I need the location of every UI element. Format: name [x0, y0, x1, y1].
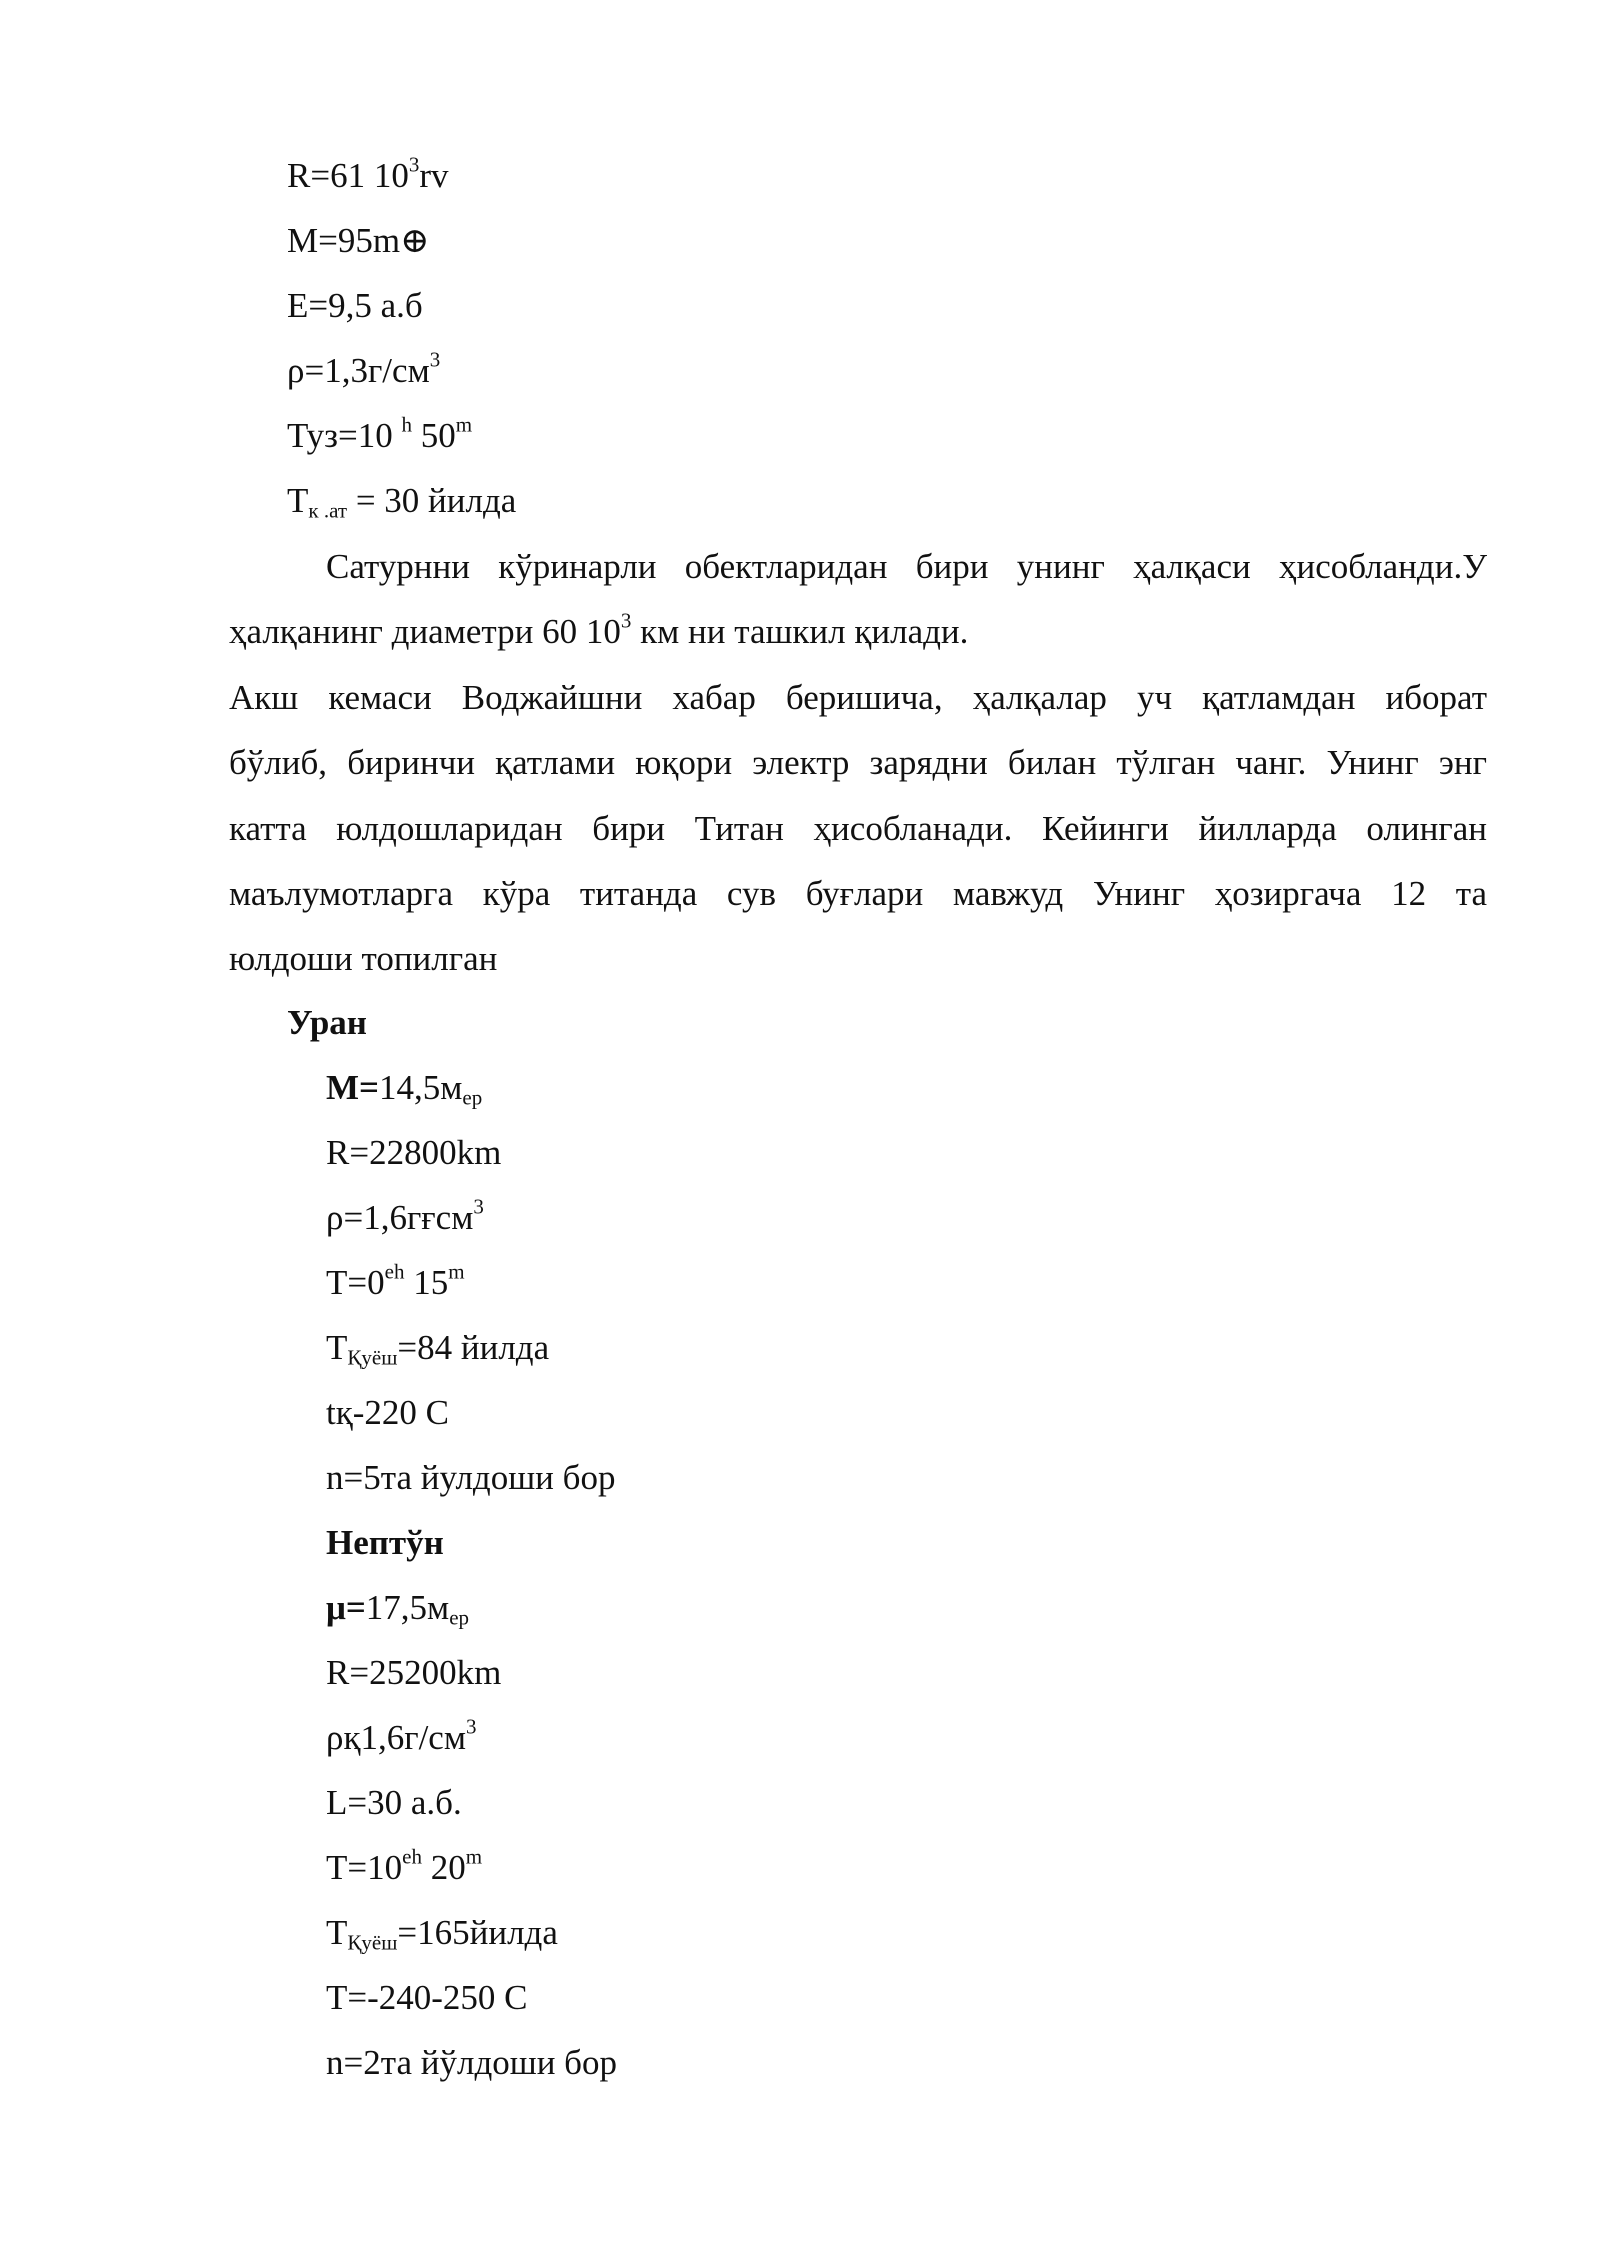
- neptune-orbit-base: T: [326, 1913, 348, 1952]
- saturn-radius-base: R=61 10: [287, 156, 409, 195]
- uranus-orbit-base: T: [326, 1328, 348, 1367]
- ring-diameter-unit: км ни ташкил қилади.: [631, 612, 969, 652]
- saturn-density-base: ρ=1,3г/см: [287, 351, 430, 390]
- saturn-day-base: Туз=10: [287, 416, 402, 455]
- uranus-density-exponent: 3: [473, 1194, 484, 1219]
- saturn-distance: E=9,5 а.б: [287, 286, 423, 325]
- saturn-day-minutes: 50: [411, 416, 456, 455]
- uranus-orbit-value: =84 йилда: [397, 1328, 550, 1367]
- paragraph-line: катта юлдошларидан бири Титан ҳисобланади. Кейинги йилларда олинган: [229, 808, 1487, 848]
- uranus-mass-subscript: ер: [462, 1085, 483, 1110]
- uranus-day-minutes-mark: m: [448, 1259, 465, 1284]
- neptune-mass-subscript: ер: [449, 1605, 470, 1630]
- paragraph-line: бўлиб, биринчи қатлами юқори электр зарядни билан тўлган чанг. Унинг энг: [229, 743, 1487, 783]
- neptune-moons: n=2та йўлдоши бор: [326, 2043, 617, 2082]
- uranus-radius: R=22800km: [326, 1133, 502, 1172]
- paragraph-line: маълумотларга кўра титанда сув буғлари мавжуд Унинг ҳозиргача 12 та: [229, 873, 1487, 913]
- voyager-paragraph: [229, 665, 1487, 991]
- neptune-day-base: T=10: [326, 1848, 403, 1887]
- neptune-orbit-value: =165йилда: [397, 1913, 558, 1952]
- ring-diameter-text: ҳалқанинг диаметри 60 10: [229, 612, 621, 652]
- neptune-mass-value: 17,5м: [365, 1588, 450, 1627]
- uranus-day-length: [326, 1259, 465, 1303]
- neptune-heading: [326, 1523, 444, 1563]
- uranus-mass-value: 14,5м: [378, 1068, 463, 1107]
- neptune-mass: [326, 1588, 469, 1628]
- neptune-radius: R=25200km: [326, 1653, 502, 1692]
- saturn-radius: [287, 152, 449, 196]
- uranus-moons: n=5та йулдоши бор: [326, 1458, 616, 1497]
- neptune-orbit-period: [326, 1913, 558, 1953]
- uranus-day-base: T=0: [326, 1263, 385, 1302]
- uranus-density-base: ρ=1,6гғсм: [326, 1198, 474, 1237]
- uranus-temperature: tқ-220 С: [326, 1393, 449, 1432]
- neptune-orbit-subscript: Қуёш: [347, 1930, 398, 1955]
- neptune-day-minutes: 20: [421, 1848, 466, 1887]
- neptune-density: [326, 1714, 477, 1758]
- neptune-density-exponent: 3: [465, 1714, 477, 1739]
- saturn-day-minutes-mark: m: [455, 412, 473, 437]
- saturn-mass: M=95m⊕: [287, 221, 430, 260]
- uranus-mass-symbol: M=: [326, 1068, 379, 1107]
- saturn-orbit-subscript: к .ат: [308, 498, 348, 523]
- saturn-day-length: [287, 412, 473, 456]
- uranus-heading: [287, 1003, 367, 1043]
- saturn-day-hours-mark: h: [401, 412, 412, 437]
- uranus-day-hours-mark: eh: [384, 1259, 405, 1284]
- neptune-mass-symbol: μ=: [326, 1588, 366, 1627]
- saturn-radius-unit: rv: [419, 156, 449, 195]
- uranus-mass: [326, 1068, 482, 1108]
- saturn-orbit-value: = 30 йилда: [347, 481, 517, 520]
- paragraph-line: Акш кемаси Воджайшни хабар беришича, ҳалқалар уч қатламдан иборат: [229, 678, 1487, 717]
- paragraph-line: Сатурнни кўринарли обектларидан бири унинг ҳалқаси ҳисобланди.У: [326, 547, 1487, 586]
- uranus-density: [326, 1194, 484, 1238]
- uranus-orbit-period: [326, 1328, 549, 1368]
- neptune-day-hours-mark: eh: [402, 1844, 422, 1869]
- saturn-density: [287, 347, 441, 391]
- saturn-orbit-base: T: [287, 481, 309, 520]
- ring-diameter-exponent: 3: [620, 608, 632, 633]
- uranus-orbit-subscript: Қуёш: [347, 1345, 398, 1370]
- saturn-rings-paragraph: [229, 534, 1487, 665]
- neptune-heading-text: Нептўн: [326, 1523, 444, 1562]
- neptune-day-minutes-mark: m: [465, 1844, 483, 1869]
- neptune-day-length: [326, 1844, 483, 1888]
- saturn-orbit-period: [287, 481, 516, 521]
- neptune-temperature: T=-240-250 С: [326, 1978, 528, 2017]
- uranus-day-minutes: 15: [404, 1263, 449, 1302]
- saturn-density-exponent: 3: [429, 347, 441, 372]
- paragraph-line: юлдоши топилган: [229, 939, 498, 979]
- neptune-density-base: ρқ1,6г/см: [326, 1718, 466, 1757]
- uranus-heading-text: Уран: [287, 1003, 367, 1042]
- paragraph-line: [229, 599, 1487, 664]
- saturn-radius-exponent: 3: [408, 152, 420, 177]
- neptune-distance: L=30 а.б.: [326, 1783, 462, 1822]
